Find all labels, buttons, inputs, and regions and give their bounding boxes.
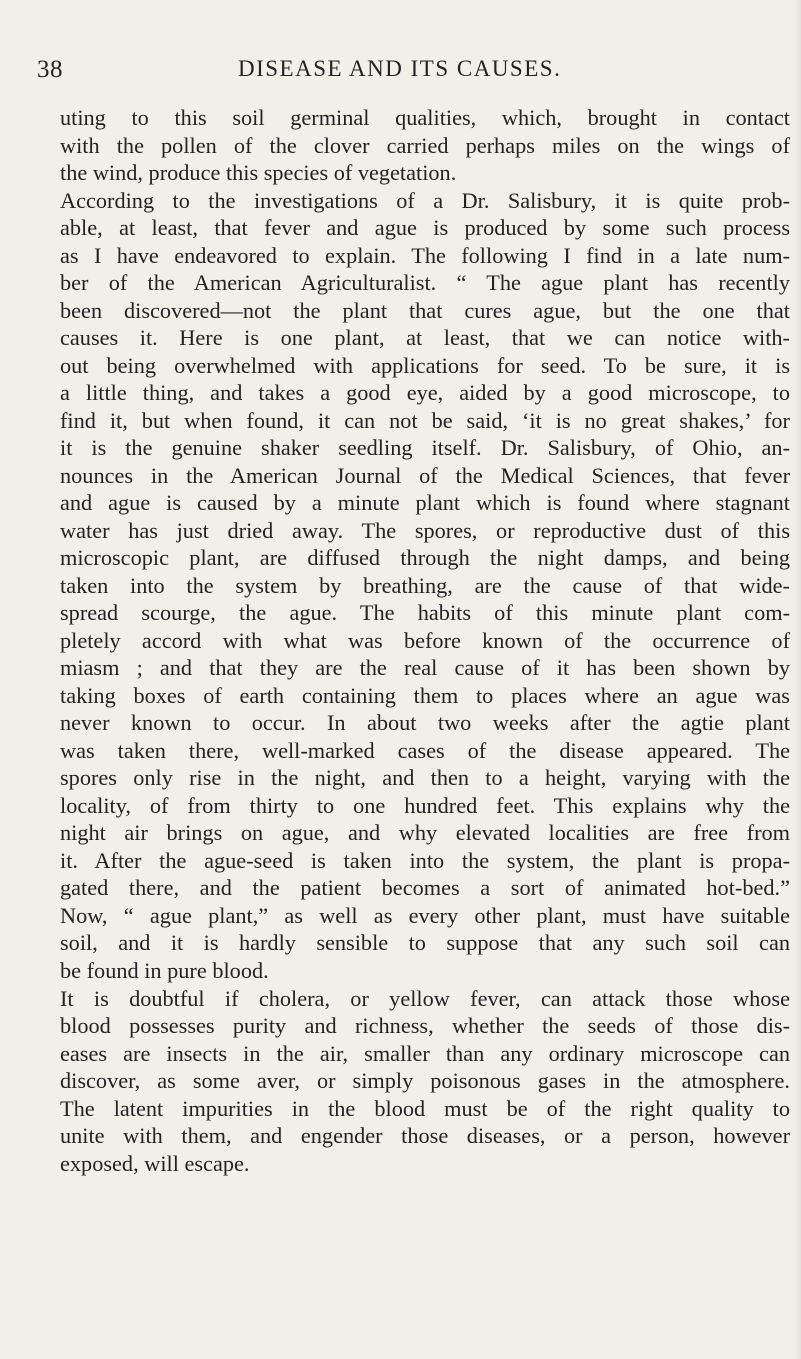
text-line: night air brings on ague, and why elevated localities are free from <box>60 820 790 846</box>
text-line: be found in pure blood. <box>60 957 269 983</box>
page-edge <box>795 0 801 1359</box>
text-line: the wind, produce this species of vegetation. <box>60 160 457 186</box>
text-line: spread scourge, the ague. The habits of this minute plant com- <box>60 600 790 626</box>
text-line: pletely accord with what was before known of the occurrence of <box>60 627 790 653</box>
text-line: nounces in the American Journal of the Medical Sciences, that fever <box>60 462 790 488</box>
text-line: taking boxes of earth containing them to places where an ague was <box>60 682 790 708</box>
text-line: out being overwhelmed with applications for seed. To be sure, it is <box>60 352 790 378</box>
running-head: DISEASE AND ITS CAUSES. <box>238 56 562 81</box>
text-line: locality, of from thirty to one hundred feet. This explains why the <box>60 792 790 818</box>
page-header <box>0 56 801 90</box>
text-line: Now, “ ague plant,” as well as every other plant, must have suitable <box>60 902 790 928</box>
text-line: find it, but when found, it can not be said, ‘it is no great shakes,’ for <box>60 407 790 433</box>
page-number: 38 <box>37 56 63 83</box>
text-line: ber of the American Agriculturalist. “ The ague plant has recently <box>60 270 790 296</box>
text-line: soil, and it is hardly sensible to suppose that any such soil can <box>60 930 790 956</box>
text-line: eases are insects in the air, smaller than any ordinary microscope can <box>60 1040 790 1066</box>
text-line: taken into the system by breathing, are the cause of that wide- <box>60 572 790 598</box>
text-line: been discovered—not the plant that cures ague, but the one that <box>60 297 790 323</box>
text-line: and ague is caused by a minute plant which is found where stagnant <box>60 490 790 516</box>
text-line: causes it. Here is one plant, at least, that we can notice with- <box>60 325 790 351</box>
body-text <box>60 104 790 1177</box>
text-line: able, at least, that fever and ague is produced by some such process <box>60 215 790 241</box>
text-line: as I have endeavored to explain. The following I find in a late num- <box>60 242 790 268</box>
text-line: was taken there, well-marked cases of the disease appeared. The <box>60 737 790 763</box>
text-line: microscopic plant, are diffused through the night damps, and being <box>60 545 790 571</box>
text-line: It is doubtful if cholera, or yellow fever, can attack those whose <box>60 985 790 1011</box>
text-line: spores only rise in the night, and then to a height, varying with the <box>60 765 790 791</box>
text-line: discover, as some aver, or simply poisonous gases in the atmosphere. <box>60 1068 790 1094</box>
text-line: water has just dried away. The spores, or reproductive dust of this <box>60 517 790 543</box>
text-line: exposed, will escape. <box>60 1150 250 1176</box>
text-line: blood possesses purity and richness, whether the seeds of those dis- <box>60 1013 790 1039</box>
text-line: it is the genuine shaker seedling itself. Dr. Salisbury, of Ohio, an- <box>60 435 790 461</box>
text-line: a little thing, and takes a good eye, aided by a good microscope, to <box>60 380 790 406</box>
text-line: it. After the ague-seed is taken into the system, the plant is propa- <box>60 847 790 873</box>
text-line: never known to occur. In about two weeks after the agtie plant <box>60 710 790 736</box>
text-line: miasm ; and that they are the real cause of it has been shown by <box>60 655 790 681</box>
text-line: gated there, and the patient becomes a sort of animated hot-bed.” <box>60 875 790 901</box>
text-line: uting to this soil germinal qualities, which, brought in contact <box>60 105 790 130</box>
text-line: According to the investigations of a Dr. Salisbury, it is quite prob- <box>60 187 790 213</box>
text-line: unite with them, and engender those diseases, or a person, however <box>60 1123 790 1149</box>
text-line: The latent impurities in the ‌blood must be of the right quality to <box>60 1095 790 1121</box>
text-line: with the pollen of the clover carried perhaps miles on the wings of <box>60 132 790 158</box>
